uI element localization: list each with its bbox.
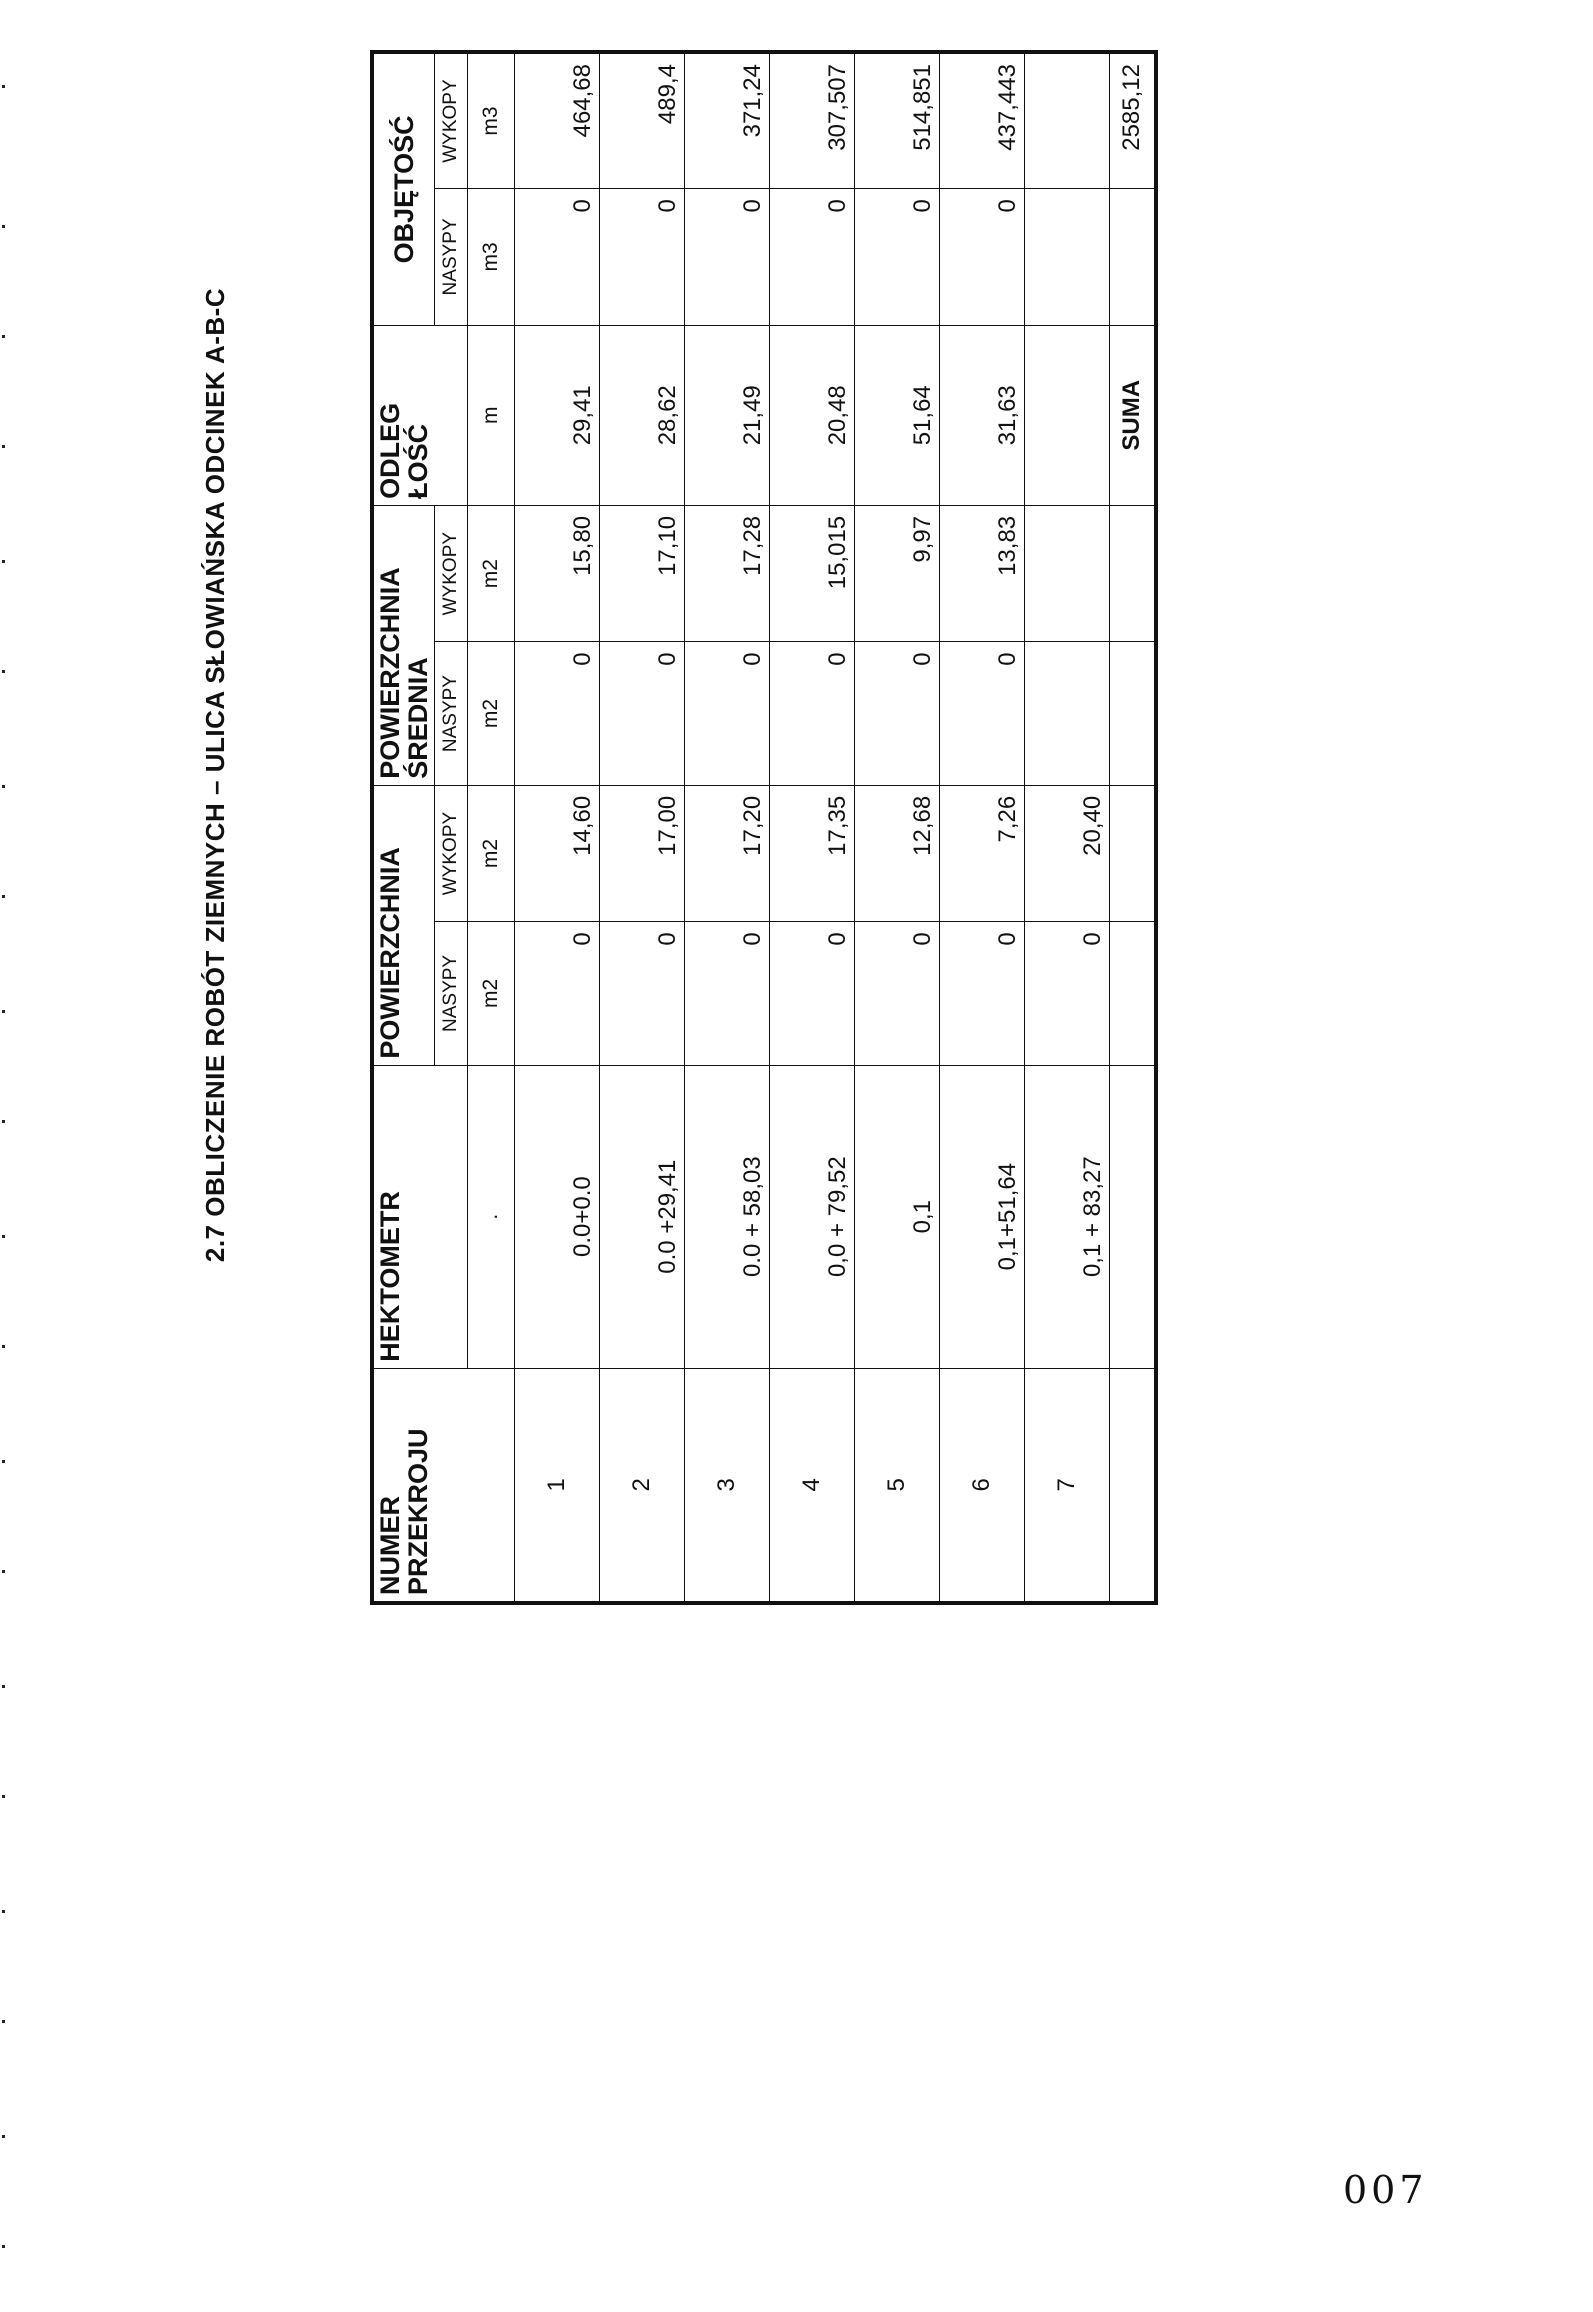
summary-label: SUMA <box>1110 325 1157 505</box>
cell-srednia-nasypy: 0 <box>770 642 855 785</box>
cell-empty <box>1110 1368 1157 1603</box>
header-odleglosc: ODLEG ŁOŚĆ <box>372 325 468 505</box>
cell-obj-wykopy: 437,443 <box>940 52 1025 189</box>
header-objetosc: OBJĘTOŚĆ <box>372 52 435 325</box>
table-row <box>855 52 940 1603</box>
scan-edge-mark <box>2 445 5 448</box>
cell-obj-wykopy: 307,507 <box>770 52 855 189</box>
cell-hektometr: 0.0 + 58,03 <box>685 1065 770 1368</box>
cell-hektometr: 0,1 + 83,27 <box>1025 1065 1110 1368</box>
cell-obj-wykopy: 514,851 <box>855 52 940 189</box>
document-title: 2.7 OBLICZENIE ROBÓT ZIEMNYCH – ULICA SŁOWIAŃSKA ODCINEK A-B-C <box>200 287 230 1263</box>
scan-edge-mark <box>2 1685 5 1688</box>
cell-srednia-wykopy: 15,80 <box>515 505 600 642</box>
cell-odleglosc: 31,63 <box>940 325 1025 505</box>
cell-empty <box>1110 505 1157 642</box>
cell-obj-nasypy: 0 <box>685 189 770 326</box>
cell-pow-nasypy: 0 <box>940 922 1025 1065</box>
cell-odleglosc: 20,48 <box>770 325 855 505</box>
summary-row <box>1110 52 1157 1603</box>
cell-obj-nasypy: 0 <box>515 189 600 326</box>
cell-pow-wykopy: 12,68 <box>855 785 940 922</box>
table-row <box>770 52 855 1603</box>
earthworks-table <box>370 50 1158 1605</box>
cell-pow-nasypy: 0 <box>855 922 940 1065</box>
cell-srednia-wykopy: 15,015 <box>770 505 855 642</box>
scan-edge-mark <box>2 1235 5 1238</box>
cell-empty <box>1110 922 1157 1065</box>
table-row <box>515 52 600 1603</box>
cell-numer: 4 <box>770 1368 855 1603</box>
cell-srednia-nasypy: 0 <box>515 642 600 785</box>
header-hektometr: HEKTOMETR <box>372 1065 468 1368</box>
unit-hektometr: . <box>468 1065 515 1368</box>
cell-obj-nasypy: 0 <box>770 189 855 326</box>
cell-empty <box>1110 785 1157 922</box>
cell-srednia-wykopy: 9,97 <box>855 505 940 642</box>
cell-numer: 1 <box>515 1368 600 1603</box>
table-row <box>1025 52 1110 1603</box>
scan-edge-mark <box>2 225 5 228</box>
summary-total: 2585,12 <box>1110 52 1157 189</box>
scan-edge-mark <box>2 1345 5 1348</box>
cell-odleglosc: 51,64 <box>855 325 940 505</box>
unit-m3: m3 <box>468 189 515 326</box>
cell-hektometr: 0.0+0.0 <box>515 1065 600 1368</box>
cell-srednia-nasypy: 0 <box>685 642 770 785</box>
header-powierzchnia: POWIERZCHNIA <box>372 785 435 1065</box>
cell-empty <box>1110 642 1157 785</box>
table-row <box>940 52 1025 1603</box>
cell-pow-wykopy: 20,40 <box>1025 785 1110 922</box>
cell-empty <box>1110 189 1157 326</box>
cell-srednia-wykopy: 17,10 <box>600 505 685 642</box>
cell-pow-wykopy: 14,60 <box>515 785 600 922</box>
scan-edge-mark <box>2 1570 5 1573</box>
scan-edge-mark <box>2 2020 5 2023</box>
cell-pow-wykopy: 17,00 <box>600 785 685 922</box>
cell-pow-wykopy: 17,35 <box>770 785 855 922</box>
cell-odleglosc <box>1025 325 1110 505</box>
cell-srednia-nasypy: 0 <box>600 642 685 785</box>
cell-pow-nasypy: 0 <box>515 922 600 1065</box>
cell-pow-nasypy: 0 <box>1025 922 1110 1065</box>
scan-edge-mark <box>2 1010 5 1013</box>
subheader-nasypy: NASYPY <box>435 189 468 326</box>
cell-hektometr: 0,1+51,64 <box>940 1065 1025 1368</box>
subheader-wykopy: WYKOPY <box>435 52 468 189</box>
header-numer-przekroju: NUMER PRZEKROJU <box>372 1368 515 1603</box>
unit-m2: m2 <box>468 785 515 922</box>
page-number: 007 <box>1343 2168 1428 2212</box>
scan-edge-mark <box>2 1460 5 1463</box>
header-powierzchnia-srednia: POWIERZCHNIA ŚREDNIA <box>372 505 435 785</box>
scan-edge-mark <box>2 85 5 88</box>
cell-srednia-nasypy: 0 <box>940 642 1025 785</box>
cell-hektometr: 0.0 +29,41 <box>600 1065 685 1368</box>
table-row <box>685 52 770 1603</box>
scan-edge-mark <box>2 895 5 898</box>
cell-obj-nasypy: 0 <box>600 189 685 326</box>
scan-edge-mark <box>2 1120 5 1123</box>
cell-odleglosc: 28,62 <box>600 325 685 505</box>
cell-obj-nasypy <box>1025 189 1110 326</box>
unit-m2: m2 <box>468 505 515 642</box>
cell-srednia-nasypy <box>1025 642 1110 785</box>
unit-m3: m3 <box>468 52 515 189</box>
table-row <box>600 52 685 1603</box>
cell-obj-wykopy: 464,68 <box>515 52 600 189</box>
scan-edge-mark <box>2 670 5 673</box>
cell-obj-wykopy: 371,24 <box>685 52 770 189</box>
cell-numer: 2 <box>600 1368 685 1603</box>
cell-empty <box>1110 1065 1157 1368</box>
cell-obj-nasypy: 0 <box>940 189 1025 326</box>
subheader-nasypy: NASYPY <box>435 922 468 1065</box>
cell-pow-nasypy: 0 <box>685 922 770 1065</box>
cell-pow-nasypy: 0 <box>770 922 855 1065</box>
scan-edge-mark <box>2 2135 5 2138</box>
cell-srednia-wykopy: 13,83 <box>940 505 1025 642</box>
scan-edge-mark <box>2 1795 5 1798</box>
unit-m2: m2 <box>468 922 515 1065</box>
cell-numer: 6 <box>940 1368 1025 1603</box>
subheader-nasypy: NASYPY <box>435 642 468 785</box>
cell-srednia-nasypy: 0 <box>855 642 940 785</box>
subheader-wykopy: WYKOPY <box>435 505 468 642</box>
scan-edge-mark <box>2 2245 5 2248</box>
rotated-content <box>130 0 1145 1605</box>
cell-obj-nasypy: 0 <box>855 189 940 326</box>
cell-odleglosc: 29,41 <box>515 325 600 505</box>
cell-pow-nasypy: 0 <box>600 922 685 1065</box>
scan-edge-mark <box>2 785 5 788</box>
cell-odleglosc: 21,49 <box>685 325 770 505</box>
cell-hektometr: 0,1 <box>855 1065 940 1368</box>
cell-pow-wykopy: 7,26 <box>940 785 1025 922</box>
unit-m: m <box>468 325 515 505</box>
cell-numer: 3 <box>685 1368 770 1603</box>
cell-obj-wykopy <box>1025 52 1110 189</box>
cell-srednia-wykopy <box>1025 505 1110 642</box>
cell-pow-wykopy: 17,20 <box>685 785 770 922</box>
cell-numer: 5 <box>855 1368 940 1603</box>
cell-srednia-wykopy: 17,28 <box>685 505 770 642</box>
scan-edge-mark <box>2 1910 5 1913</box>
unit-m2: m2 <box>468 642 515 785</box>
cell-obj-wykopy: 489,4 <box>600 52 685 189</box>
cell-numer: 7 <box>1025 1368 1110 1603</box>
scan-edge-mark <box>2 560 5 563</box>
scan-edge-mark <box>2 335 5 338</box>
cell-hektometr: 0,0 + 79,52 <box>770 1065 855 1368</box>
subheader-wykopy: WYKOPY <box>435 785 468 922</box>
